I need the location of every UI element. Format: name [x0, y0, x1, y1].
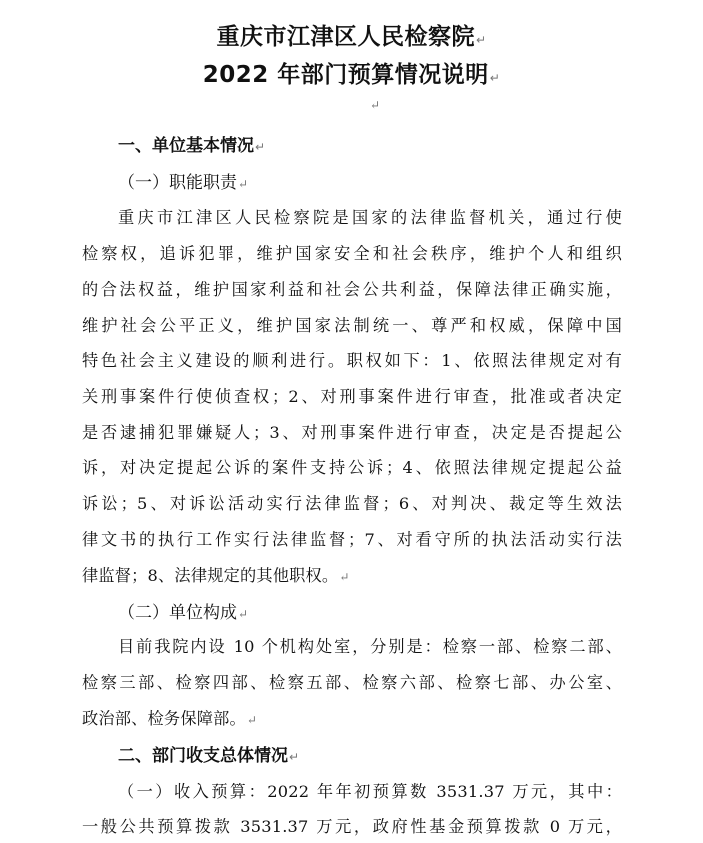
body-text-line: 诉，对决定提起公诉的案件支持公诉；4、依照法律规定提起公益	[82, 458, 622, 477]
body-text-line: 重庆市江津区人民检察院是国家的法律监督机关，通过行使	[118, 208, 622, 227]
paragraph-mark-icon: ↵	[489, 71, 501, 85]
paragraph-mark-icon: ↵	[238, 607, 249, 621]
body-text-line: 一般公共预算拨款 3531.37 万元，政府性基金预算拨款 0 万元，	[82, 817, 622, 836]
body-text-line: 是否逮捕犯罪嫌疑人；3、对刑事案件进行审查，决定是否提起公	[82, 423, 622, 442]
document-title-line-2: 2022 年部门预算情况说明↵	[202, 62, 501, 88]
body-text-line: （一）收入预算：2022 年年初预算数 3531.37 万元，其中：	[118, 782, 622, 801]
section-heading-budget-overview: 二、部门收支总体情况↵	[118, 746, 300, 766]
body-text-line: 政治部、检务保障部。↵	[82, 709, 258, 728]
body-text-line: 特色社会主义建设的顺利进行。职权如下：1、依照法律规定对有	[82, 351, 622, 370]
paragraph-mark-icon: ↵	[238, 177, 249, 191]
body-text-line: 律文书的执行工作实行法律监督；7、对看守所的执法活动实行法	[82, 530, 622, 549]
body-text-line: 的合法权益，维护国家利益和社会公共利益，保障法律正确实施，	[82, 280, 622, 299]
subsection-heading-composition: （二）单位构成↵	[118, 603, 249, 623]
paragraph-mark-icon: ↵	[246, 713, 258, 727]
paragraph-mark-icon: ↵	[370, 98, 381, 112]
body-text-line: 检察权，追诉犯罪，维护国家安全和社会秩序，维护个人和组织	[82, 244, 622, 263]
body-text-line: 律监督；8、法律规定的其他职权。↵	[82, 566, 350, 585]
subsection-heading-duties: （一）职能职责↵	[118, 173, 249, 193]
paragraph-mark-icon: ↵	[339, 570, 350, 584]
section-heading-basic-info: 一、单位基本情况↵	[118, 136, 266, 156]
paragraph-mark-icon: ↵	[255, 140, 266, 154]
paragraph-mark-icon: ↵	[289, 750, 300, 764]
document-title-line-1: 重庆市江津区人民检察院↵	[216, 24, 487, 50]
body-text-line: 目前我院内设 10 个机构处室，分别是：检察一部、检察二部、	[118, 637, 622, 656]
body-text-line: 诉讼；5、对诉讼活动实行法律监督；6、对判决、裁定等生效法	[82, 494, 622, 513]
body-text-line: 关刑事案件行使侦查权；2、对刑事案件进行审查，批准或者决定	[82, 387, 622, 406]
body-text-line: 维护社会公平正义，维护国家法制统一、尊严和权威，保障中国	[82, 316, 622, 335]
body-text-line: 检察三部、检察四部、检察五部、检察六部、检察七部、办公室、	[82, 673, 622, 692]
paragraph-mark-icon: ↵	[475, 33, 487, 47]
